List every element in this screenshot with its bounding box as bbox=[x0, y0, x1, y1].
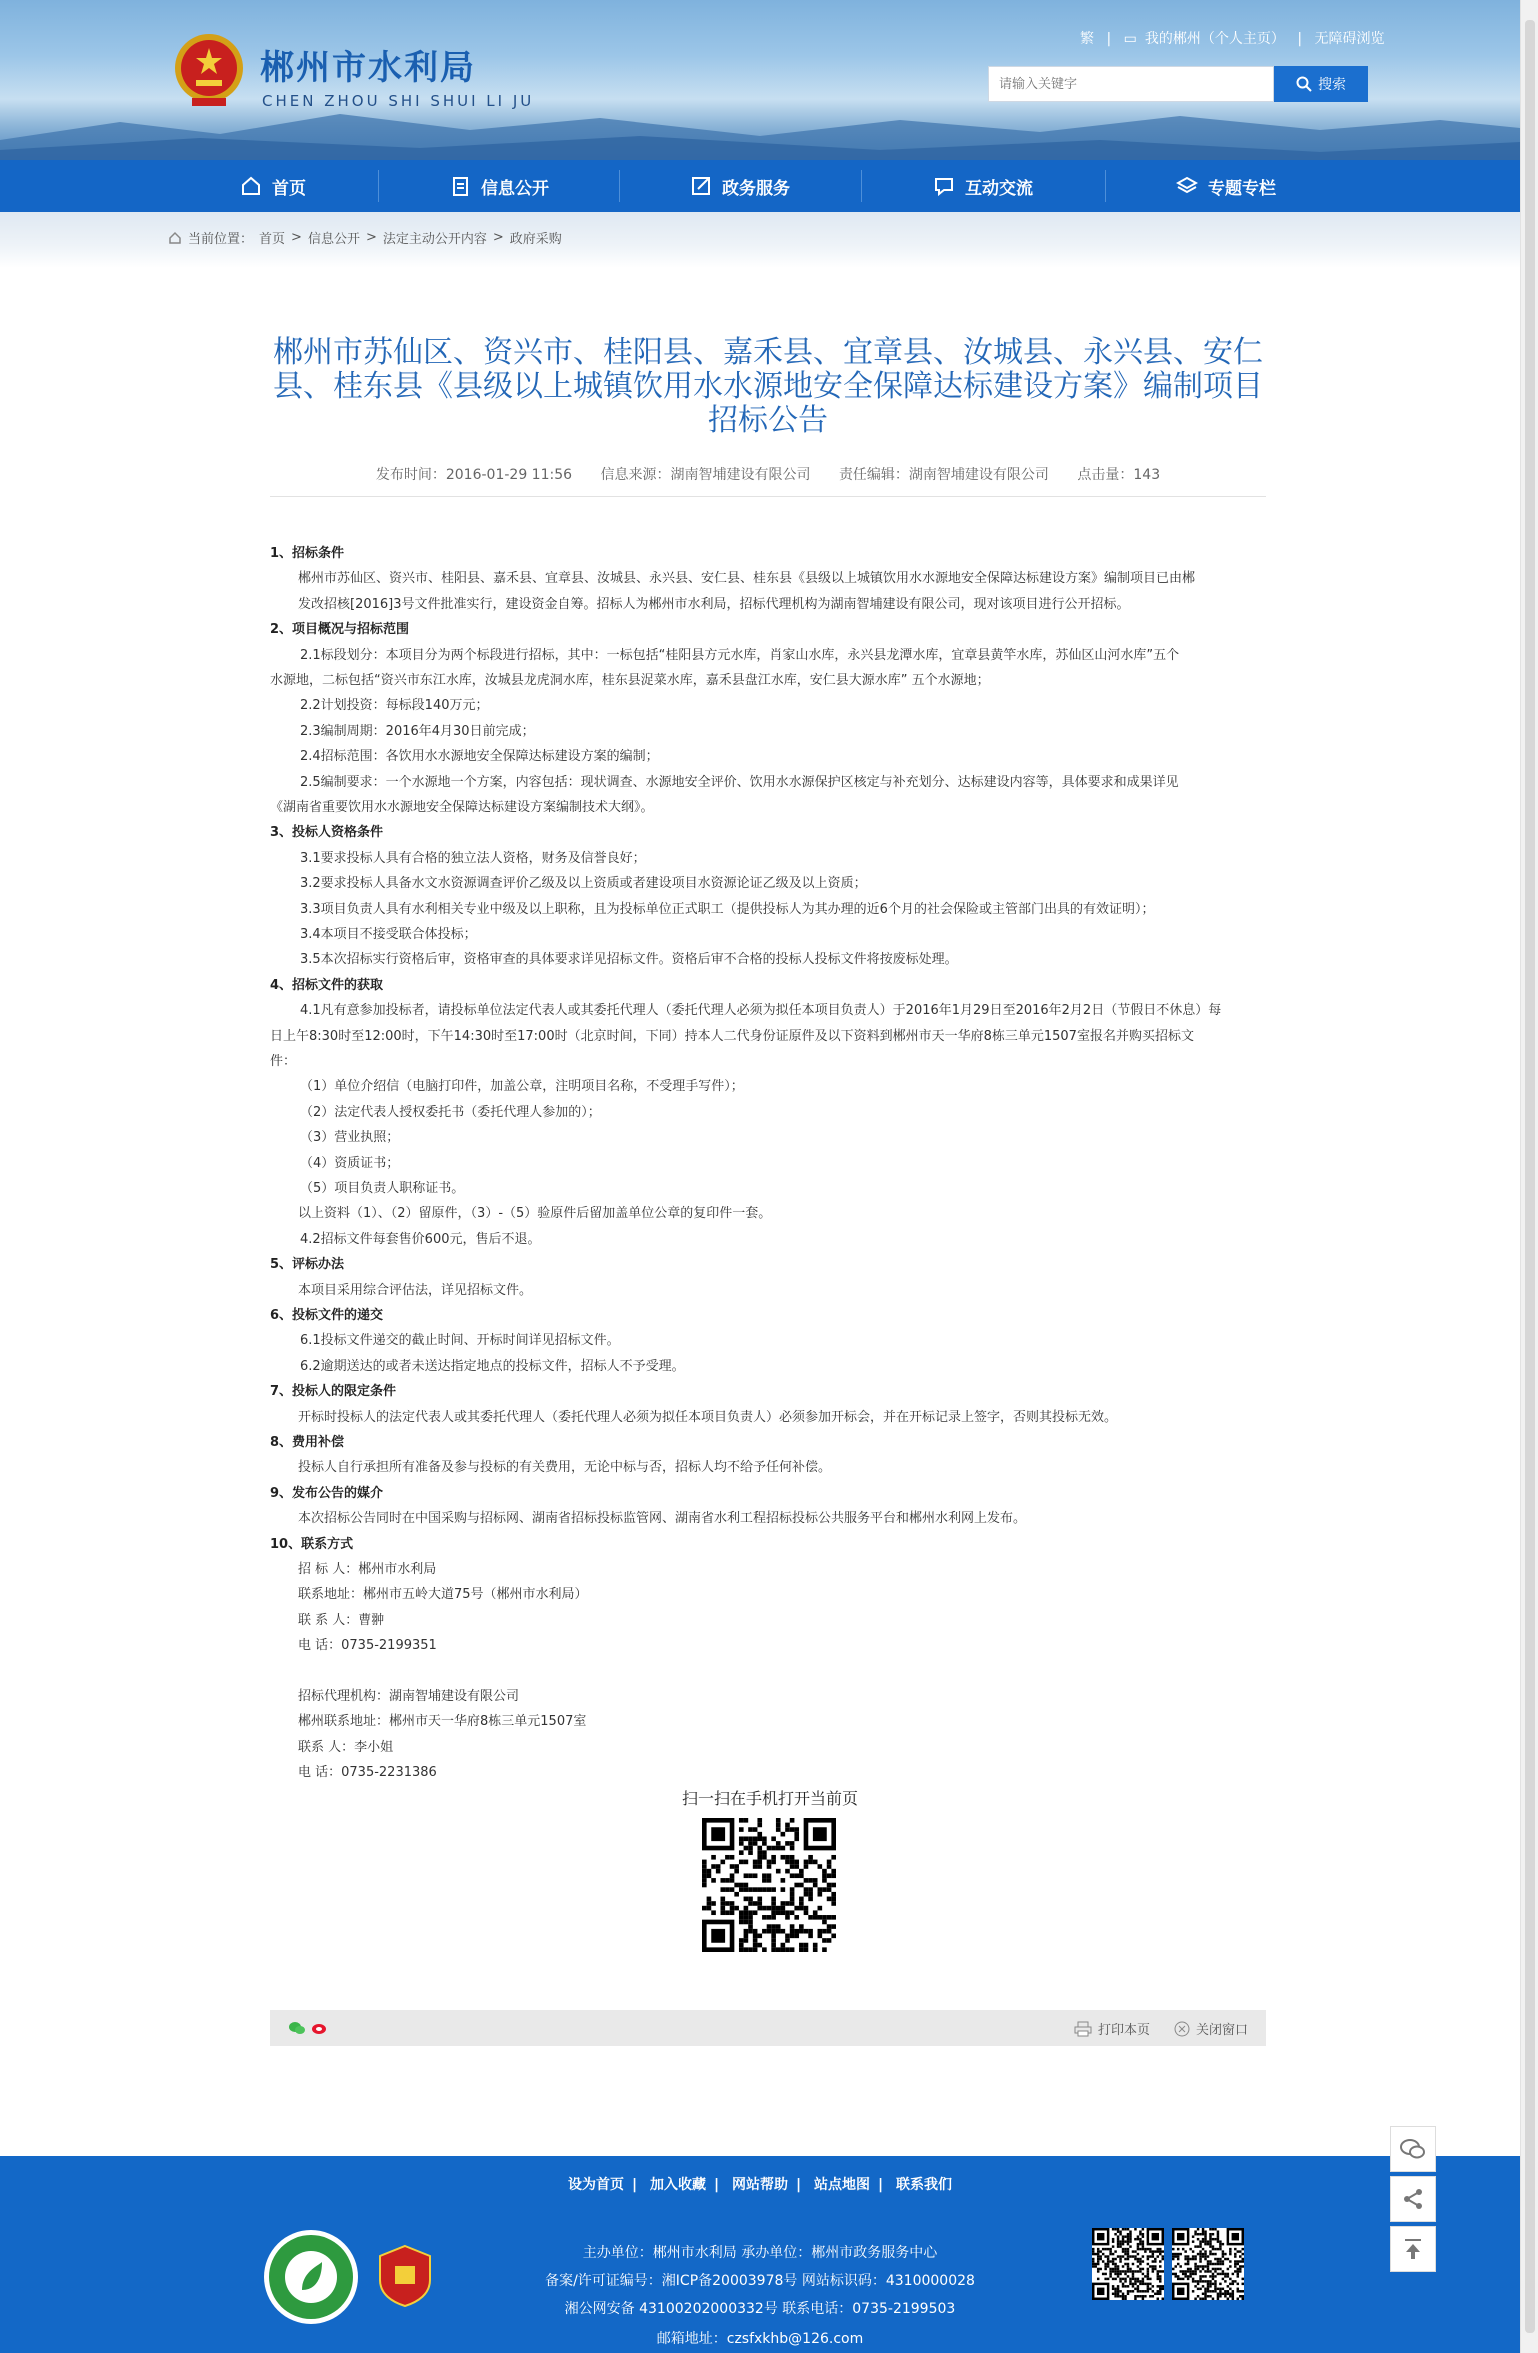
body-text-line: 4.1凡有意参加投标者，请投标单位法定代表人或其委托代理人（委托代理人必须为拟任本项目负责人）于2016年1月29日至2016年2月2日（节假日不休息）每 bbox=[300, 1003, 1222, 1019]
nav-home[interactable] bbox=[170, 160, 376, 212]
my-chenzhou-link[interactable]: 我的郴州（个人主页） bbox=[1144, 31, 1285, 47]
body-text-line: 开标时投标人的法定代表人或其委托代理人（委托代理人必须为拟任本项目负责人）必须参加开标会，并在开标记录上签字，否则其投标无效。 bbox=[298, 1409, 1118, 1425]
nav-topics-label: 专题专栏 bbox=[1208, 178, 1276, 199]
section-heading: 3、投标人资格条件 bbox=[270, 825, 384, 841]
search-icon bbox=[1296, 76, 1312, 92]
body-text-line: 联 系 人：曹翀 bbox=[298, 1612, 385, 1628]
body-text-line: 6.2逾期送达的或者未送达指定地点的投标文件，招标人不予受理。 bbox=[300, 1358, 685, 1374]
arrow-up-icon bbox=[1402, 2237, 1424, 2261]
footer-qr-code-app bbox=[1172, 2228, 1244, 2300]
body-text-line: 本项目采用综合评估法，详见招标文件。 bbox=[298, 1282, 533, 1298]
search-input[interactable] bbox=[989, 67, 1273, 101]
site-header bbox=[0, 0, 1520, 160]
body-text-line: 2.1标段划分：本项目分为两个标段进行招标，其中：一标包括“桂阳县方元水库，肖家山水库，永兴县龙潭水库，宜章县黄竿水库，苏仙区山河水库”五个 bbox=[300, 647, 1180, 663]
share-float-button[interactable] bbox=[1390, 2176, 1436, 2222]
body-text-line: 3.1要求投标人具有合格的独立法人资格，财务及信誉良好； bbox=[300, 850, 646, 866]
site-footer bbox=[0, 2156, 1520, 2353]
government-site-badge[interactable] bbox=[378, 2244, 432, 2308]
section-heading: 8、费用补偿 bbox=[270, 1435, 345, 1450]
body-text-line: （5）项目负责人职称证书。 bbox=[300, 1181, 465, 1196]
section-heading: 6、投标文件的递交 bbox=[270, 1308, 384, 1323]
civilization-unit-badge[interactable] bbox=[262, 2228, 360, 2326]
divider bbox=[270, 496, 1266, 497]
nav-interaction-label: 互动交流 bbox=[965, 178, 1033, 199]
side-toolbar bbox=[1390, 2126, 1438, 2276]
accessibility-link[interactable]: 无障碍浏览 bbox=[1314, 31, 1385, 47]
body-text-line: 电 话：0735-2231386 bbox=[298, 1765, 437, 1781]
share-icon bbox=[1401, 2187, 1425, 2211]
footer-link-sitemap[interactable]: 站点地图 bbox=[814, 2177, 870, 2193]
nav-gov-services[interactable] bbox=[620, 160, 860, 212]
section-heading: 5、评标办法 bbox=[270, 1257, 345, 1273]
breadcrumb-prefix: 当前位置： bbox=[188, 232, 254, 247]
body-text-line: （3）营业执照； bbox=[300, 1130, 400, 1146]
search-button[interactable] bbox=[1274, 66, 1368, 102]
body-text-line: 本次招标公告同时在中国采购与招标网、湖南省招标投标监管网、湖南省水利工程招标投标公共服务平台和郴州水利网上发布。 bbox=[298, 1511, 1027, 1527]
weibo-share-icon[interactable] bbox=[310, 2020, 328, 2036]
title-line: 郴州市苏仙区、资兴市、桂阳县、嘉禾县、宜章县、汝城县、永兴县、安仁 bbox=[273, 335, 1263, 370]
body-text-line: 发改招核[2016]3号文件批准实行，建设资金自筹。招标人为郴州市水利局，招标代理机构为湖南智埔建设有限公司，现对该项目进行公开招标。 bbox=[298, 596, 1130, 612]
qr-caption: 扫一扫在手机打开当前页 bbox=[681, 1789, 858, 1808]
top-links: 繁 | ▭ 我的郴州（个人主页） | 无障碍浏览 bbox=[1080, 31, 1385, 47]
traditional-chinese-link[interactable]: 繁 bbox=[1080, 31, 1094, 47]
body-text-line: （1）单位介绍信（电脑打印件，加盖公章，注明项目名称，不受理手写件）； bbox=[300, 1079, 744, 1095]
body-text-line: 2.2计划投资：每标段140万元； bbox=[300, 698, 489, 714]
footer-sponsor: 主办单位：郴州市水利局 承办单位：郴州市政务服务中心 bbox=[582, 2245, 938, 2261]
body-text-line: 4.2招标文件每套售价600元，售后不退。 bbox=[300, 1231, 541, 1247]
back-to-top-button[interactable] bbox=[1390, 2226, 1436, 2272]
body-text-line: 招 标 人：郴州市水利局 bbox=[298, 1562, 437, 1577]
site-subtitle: CHEN ZHOU SHI SHUI LI JU bbox=[262, 92, 535, 110]
footer-links: 设为首页 | 加入收藏 | 网站帮助 | 站点地图 | 联系我们 bbox=[568, 2177, 952, 2193]
responsible-editor: 责任编辑：湖南智埔建设有限公司 bbox=[838, 467, 1049, 483]
body-text-line: 郴州联系地址：郴州市天一华府8栋三单元1507室 bbox=[298, 1714, 587, 1730]
body-text-line: 3.4本项目不接受联合体投标； bbox=[300, 927, 477, 942]
nav-info-label: 信息公开 bbox=[481, 178, 549, 199]
footer-qr-code-wechat bbox=[1092, 2228, 1164, 2300]
title-line: 招标公告 bbox=[708, 403, 828, 438]
section-heading: 7、投标人的限定条件 bbox=[270, 1384, 397, 1400]
search-button-label: 搜索 bbox=[1318, 77, 1346, 93]
footer-link-contact[interactable]: 联系我们 bbox=[896, 2177, 952, 2193]
national-emblem-logo bbox=[172, 30, 246, 110]
breadcrumb-statutory[interactable]: 法定主动公开内容 bbox=[382, 232, 487, 247]
close-window-button[interactable] bbox=[1174, 2019, 1248, 2038]
section-heading: 2、项目概况与招标范围 bbox=[270, 622, 410, 638]
edit-icon bbox=[690, 175, 712, 197]
nav-special-topics[interactable] bbox=[1106, 160, 1346, 212]
section-heading: 4、招标文件的获取 bbox=[270, 977, 384, 993]
footer-icp: 备案/许可证编号：湘ICP备20003978号 网站标识码：4310000028 bbox=[545, 2273, 975, 2289]
body-text-line: 3.2要求投标人具备水文水资源调查评价乙级及以上资质或者建设项目水资源论证乙级及以上资质； bbox=[300, 876, 867, 892]
home-icon bbox=[168, 231, 182, 245]
footer-police: 湘公网安备 43100202000332号 联系电话：0735-2199503 bbox=[564, 2301, 956, 2317]
wechat-icon bbox=[1400, 2138, 1426, 2160]
nav-divider bbox=[378, 170, 379, 202]
body-text-line: 3.3项目负责人具有水利相关专业中级及以上职称，且为投标单位正式职工（提供投标人为其办理的近6个月的社会保险或主管部门出具的有效证明）； bbox=[300, 901, 1155, 917]
layers-icon bbox=[1176, 175, 1198, 197]
breadcrumb: 当前位置： 首页 > 信息公开 > 法定主动公开内容 > 政府采购 bbox=[168, 228, 562, 247]
page-title bbox=[268, 336, 1268, 438]
body-text-line: 联系地址：郴州市五岭大道75号（郴州市水利局） bbox=[298, 1587, 588, 1603]
chat-icon bbox=[933, 175, 955, 197]
nav-interaction[interactable] bbox=[862, 160, 1104, 212]
body-text-line: 联系 人：李小姐 bbox=[298, 1739, 394, 1755]
section-heading: 1、招标条件 bbox=[270, 546, 345, 561]
body-text-line: 日上午8:30时至12:00时，下午14:30时至17:00时（北京时间，下同）持本人二代身份证原件及以下资料到郴州市天一华府8栋三单元1507室报名并购买招标文 bbox=[270, 1028, 1194, 1044]
nav-info-disclosure[interactable] bbox=[380, 160, 618, 212]
share-bar bbox=[270, 2010, 1266, 2046]
home-icon bbox=[240, 175, 262, 197]
breadcrumb-procurement[interactable]: 政府采购 bbox=[509, 232, 562, 247]
body-text-line: 《湖南省重要饮用水水源地安全保障达标建设方案编制技术大纲》。 bbox=[270, 800, 654, 815]
body-text-line: 投标人自行承担所有准备及参与投标的有关费用，无论中标与否，招标人均不给予任何补偿。 bbox=[298, 1460, 832, 1476]
footer-link-homepage[interactable]: 设为首页 bbox=[568, 2177, 624, 2193]
section-heading: 10、联系方式 bbox=[270, 1536, 354, 1552]
body-text-line: 3.5本次招标实行资格后审，资格审查的具体要求详见招标文件。资格后审不合格的投标人投标文件将按废标处理。 bbox=[300, 952, 958, 968]
wechat-share-icon[interactable] bbox=[288, 2020, 306, 2036]
print-label: 打印本页 bbox=[1097, 2023, 1150, 2038]
scrollbar-thumb[interactable] bbox=[1525, 20, 1535, 2333]
body-text-line: 招标代理机构：湖南智埔建设有限公司 bbox=[298, 1689, 520, 1704]
info-source: 信息来源：湖南智埔建设有限公司 bbox=[600, 467, 811, 483]
section-heading: 9、发布公告的媒介 bbox=[270, 1485, 384, 1501]
body-text-line: 郴州市苏仙区、资兴市、桂阳县、嘉禾县、宜章县、汝城县、永兴县、安仁县、桂东县《县级以上城镇饮用水水源地安全保障达标建设方案》编制项目已由郴 bbox=[298, 571, 1196, 587]
body-text-line: （4）资质证书； bbox=[300, 1155, 400, 1171]
body-text-line: 6.1投标文件递交的截止时间、开标时间详见招标文件。 bbox=[300, 1333, 620, 1349]
nav-services-label: 政务服务 bbox=[722, 178, 790, 199]
publish-time: 发布时间：2016-01-29 11:56 bbox=[375, 467, 573, 483]
footer-link-favorite[interactable]: 加入收藏 bbox=[650, 2177, 706, 2193]
nav-home-label: 首页 bbox=[272, 178, 306, 199]
document-icon bbox=[449, 175, 471, 197]
page-qr-code bbox=[702, 1818, 836, 1952]
body-text-line: 2.3编制周期：2016年4月30日前完成； bbox=[300, 723, 535, 739]
breadcrumb-info[interactable]: 信息公开 bbox=[307, 232, 360, 247]
footer-link-help[interactable]: 网站帮助 bbox=[732, 2177, 788, 2193]
article-meta bbox=[268, 464, 1268, 484]
title-line: 县、桂东县《县级以上城镇饮用水水源地安全保障达标建设方案》编制项目 bbox=[273, 369, 1263, 404]
body-text-line: 电 话：0735-2199351 bbox=[298, 1638, 437, 1654]
print-page-button[interactable] bbox=[1074, 2019, 1150, 2038]
wechat-float-button[interactable] bbox=[1390, 2126, 1436, 2172]
footer-email: 邮箱地址：czsfxkhb@126.com bbox=[656, 2331, 864, 2347]
close-label: 关闭窗口 bbox=[1195, 2023, 1248, 2038]
body-text-line: 2.4招标范围：各饮用水水源地安全保障达标建设方案的编制； bbox=[300, 749, 659, 765]
breadcrumb-home[interactable]: 首页 bbox=[259, 232, 286, 247]
close-icon bbox=[1174, 2021, 1190, 2037]
body-text-line: 2.5编制要求：一个水源地一个方案，内容包括：现状调查、水源地安全评价、饮用水水源保护区核定与补充划分、达标建设内容等，具体要求和成果详见 bbox=[300, 774, 1179, 790]
search-box bbox=[988, 66, 1274, 102]
page-scrollbar[interactable] bbox=[1520, 0, 1538, 2353]
monitor-icon: ▭ bbox=[1123, 31, 1137, 47]
body-text-line: 水源地，二标包括“资兴市东江水库，汝城县龙虎洞水库，桂东县浞菜水库，嘉禾县盘江水库，安仁县大源水库” 五个水源地； bbox=[270, 673, 990, 688]
body-text-line: 以上资料（1）、（2）留原件，（3）-（5）验原件后留加盖单位公章的复印件一套。 bbox=[298, 1206, 772, 1222]
body-text-line: （2）法定代表人授权委托书（委托代理人参加的）； bbox=[300, 1104, 601, 1120]
click-count: 点击量：143 bbox=[1077, 467, 1161, 483]
main-nav bbox=[0, 160, 1520, 212]
body-text-line: 件： bbox=[270, 1054, 297, 1069]
site-title: 郴州市水利局 bbox=[260, 48, 476, 88]
printer-icon bbox=[1074, 2021, 1092, 2037]
